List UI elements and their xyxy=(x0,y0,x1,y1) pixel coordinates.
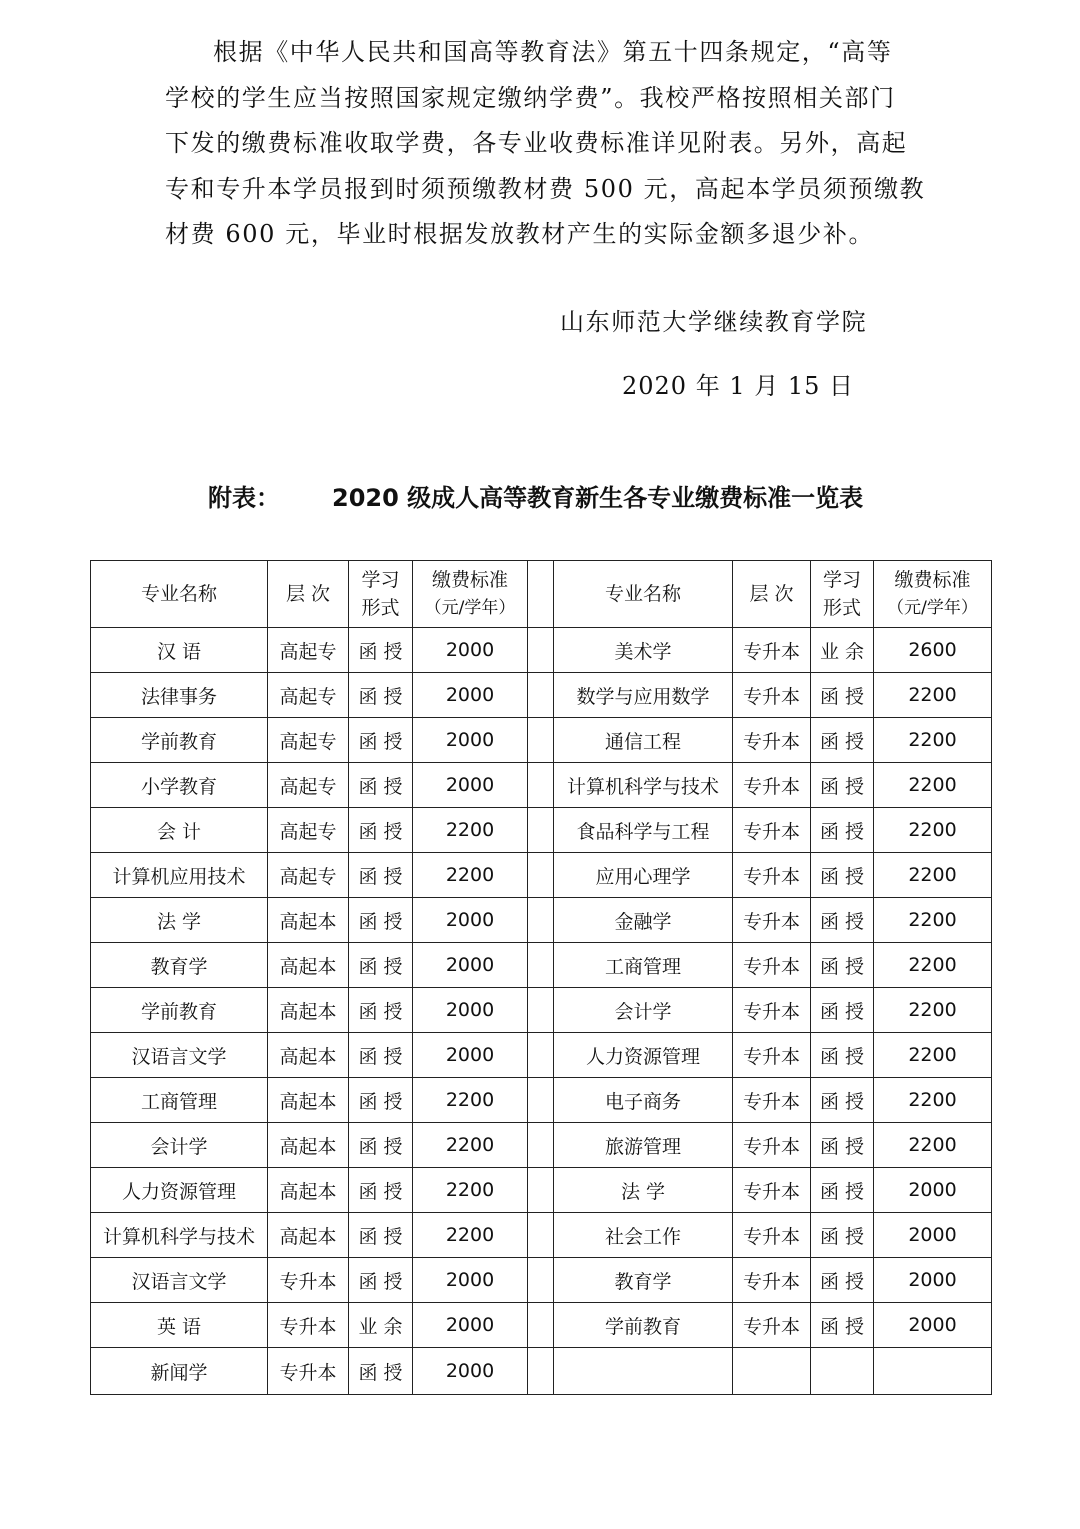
cell-mode: 函 授 xyxy=(811,673,874,718)
cell-mode: 函 授 xyxy=(349,1033,413,1078)
cell-major: 学前教育 xyxy=(91,988,268,1033)
table-row xyxy=(91,1303,992,1348)
cell-level: 专升本 xyxy=(733,718,811,763)
header-level: 层 次 xyxy=(733,561,811,628)
cell-major: 汉语言文学 xyxy=(91,1258,268,1303)
appendix-table-title: 2020 级成人高等教育新生各专业缴费标准一览表 xyxy=(332,484,864,512)
cell-mode: 函 授 xyxy=(349,628,413,673)
separator-cell xyxy=(528,808,554,853)
cell-mode: 函 授 xyxy=(811,1213,874,1258)
table-row xyxy=(91,853,992,898)
header-mode: 学习 形式 xyxy=(349,561,413,628)
cell-mode: 函 授 xyxy=(349,853,413,898)
cell-fee: 2200 xyxy=(413,1213,528,1258)
cell-major: 教育学 xyxy=(91,943,268,988)
cell-level: 专升本 xyxy=(733,628,811,673)
table-row xyxy=(91,943,992,988)
cell-level: 高起专 xyxy=(268,628,349,673)
cell-fee: 2000 xyxy=(413,763,528,808)
header-mode: 学习 形式 xyxy=(811,561,874,628)
cell-mode: 函 授 xyxy=(349,943,413,988)
cell-level: 专升本 xyxy=(733,898,811,943)
cell-mode: 函 授 xyxy=(811,1258,874,1303)
cell-fee: 2200 xyxy=(874,1078,992,1123)
cell-level: 专升本 xyxy=(733,1123,811,1168)
cell-major: 教育学 xyxy=(554,1258,733,1303)
cell-fee: 2000 xyxy=(874,1258,992,1303)
cell-major: 会 计 xyxy=(91,808,268,853)
paragraph-line: 材费 600 元，毕业时根据发放教材产生的实际金额多退少补。 xyxy=(165,220,875,248)
table-row xyxy=(91,1348,992,1395)
header-major: 专业名称 xyxy=(91,561,268,628)
cell-mode: 函 授 xyxy=(811,988,874,1033)
cell-major: 数学与应用数学 xyxy=(554,673,733,718)
cell-fee: 2000 xyxy=(874,1168,992,1213)
cell-major: 旅游管理 xyxy=(554,1123,733,1168)
separator-cell xyxy=(528,1258,554,1303)
header-fee: 缴费标准 （元/学年） xyxy=(874,561,992,628)
cell-mode: 函 授 xyxy=(349,1348,413,1395)
cell-mode: 函 授 xyxy=(349,673,413,718)
paragraph-line: 学校的学生应当按照国家规定缴纳学费”。我校严格按照相关部门 xyxy=(165,83,896,112)
cell-major: 新闻学 xyxy=(91,1348,268,1395)
fee-table xyxy=(90,560,992,1395)
cell-mode: 函 授 xyxy=(349,718,413,763)
cell-mode: 函 授 xyxy=(349,763,413,808)
cell-fee: 2200 xyxy=(413,808,528,853)
cell-fee: 2200 xyxy=(874,808,992,853)
header-level: 层 次 xyxy=(268,561,349,628)
cell-mode: 函 授 xyxy=(811,1303,874,1348)
cell-fee: 2000 xyxy=(413,1303,528,1348)
cell-major: 人力资源管理 xyxy=(554,1033,733,1078)
separator-cell xyxy=(528,1168,554,1213)
cell-level: 专升本 xyxy=(733,673,811,718)
cell-mode: 函 授 xyxy=(811,943,874,988)
separator-cell xyxy=(528,718,554,763)
cell-major: 社会工作 xyxy=(554,1213,733,1258)
cell-mode: 函 授 xyxy=(811,718,874,763)
table-row xyxy=(91,988,992,1033)
separator-cell xyxy=(528,898,554,943)
separator-cell xyxy=(528,628,554,673)
cell-major: 应用心理学 xyxy=(554,853,733,898)
cell-fee: 2200 xyxy=(874,1123,992,1168)
cell-major: 计算机科学与技术 xyxy=(554,763,733,808)
cell-level: 专升本 xyxy=(268,1303,349,1348)
cell-level: 专升本 xyxy=(733,763,811,808)
cell-major: 人力资源管理 xyxy=(91,1168,268,1213)
cell-major: 金融学 xyxy=(554,898,733,943)
cell-level: 高起专 xyxy=(268,763,349,808)
cell-level: 高起本 xyxy=(268,1033,349,1078)
cell-mode: 业 余 xyxy=(811,628,874,673)
cell-fee: 2000 xyxy=(413,718,528,763)
cell-major: 法律事务 xyxy=(91,673,268,718)
cell-fee: 2200 xyxy=(413,1078,528,1123)
table-row xyxy=(91,673,992,718)
header-fee: 缴费标准 （元/学年） xyxy=(413,561,528,628)
cell-mode: 函 授 xyxy=(349,1213,413,1258)
cell-level: 专升本 xyxy=(733,1078,811,1123)
cell-major: 工商管理 xyxy=(91,1078,268,1123)
cell-fee: 2600 xyxy=(874,628,992,673)
cell-major: 法 学 xyxy=(554,1168,733,1213)
cell-major: 学前教育 xyxy=(554,1303,733,1348)
separator-cell xyxy=(528,763,554,808)
cell-mode: 函 授 xyxy=(349,988,413,1033)
cell-mode: 函 授 xyxy=(811,898,874,943)
header-major: 专业名称 xyxy=(554,561,733,628)
cell-major: 通信工程 xyxy=(554,718,733,763)
cell-level: 高起本 xyxy=(268,1213,349,1258)
cell-mode: 函 授 xyxy=(349,1078,413,1123)
cell-fee: 2000 xyxy=(874,1303,992,1348)
cell-major: 会计学 xyxy=(91,1123,268,1168)
table-row xyxy=(91,808,992,853)
cell-fee: 2000 xyxy=(413,898,528,943)
cell-level: 高起本 xyxy=(268,1123,349,1168)
separator-cell xyxy=(528,1033,554,1078)
cell-level: 专升本 xyxy=(733,988,811,1033)
cell-level: 专升本 xyxy=(733,1033,811,1078)
cell-level: 高起本 xyxy=(268,1168,349,1213)
cell-major: 食品科学与工程 xyxy=(554,808,733,853)
table-row xyxy=(91,718,992,763)
separator-cell xyxy=(528,1303,554,1348)
cell-fee: 2200 xyxy=(874,988,992,1033)
separator-cell xyxy=(528,853,554,898)
cell-mode: 函 授 xyxy=(349,808,413,853)
table-row xyxy=(91,1033,992,1078)
cell-major: 美术学 xyxy=(554,628,733,673)
cell-fee: 2200 xyxy=(874,898,992,943)
separator-cell xyxy=(528,1078,554,1123)
cell-fee: 2200 xyxy=(874,853,992,898)
cell-mode: 函 授 xyxy=(811,1168,874,1213)
document-date: 2020 年 1 月 15 日 xyxy=(622,372,855,400)
cell-major: 汉 语 xyxy=(91,628,268,673)
separator-cell xyxy=(528,561,554,628)
cell-level: 专升本 xyxy=(733,1303,811,1348)
cell-mode: 函 授 xyxy=(349,898,413,943)
paragraph-line: 下发的缴费标准收取学费，各专业收费标准详见附表。另外，高起 xyxy=(165,129,908,157)
table-row xyxy=(91,898,992,943)
table-row xyxy=(91,1213,992,1258)
cell-level: 高起本 xyxy=(268,898,349,943)
cell-level: 专升本 xyxy=(733,853,811,898)
cell-mode xyxy=(811,1348,874,1395)
cell-fee: 2000 xyxy=(413,943,528,988)
separator-cell xyxy=(528,673,554,718)
cell-mode: 函 授 xyxy=(349,1168,413,1213)
cell-major: 工商管理 xyxy=(554,943,733,988)
cell-mode: 函 授 xyxy=(811,763,874,808)
cell-fee: 2000 xyxy=(413,988,528,1033)
cell-major: 法 学 xyxy=(91,898,268,943)
cell-level: 专升本 xyxy=(733,808,811,853)
table-row xyxy=(91,628,992,673)
cell-fee: 2200 xyxy=(874,1033,992,1078)
cell-level: 高起本 xyxy=(268,988,349,1033)
table-row xyxy=(91,1123,992,1168)
cell-fee: 2000 xyxy=(413,628,528,673)
appendix-label: 附表： xyxy=(208,484,280,512)
cell-level: 专升本 xyxy=(268,1258,349,1303)
cell-fee: 2000 xyxy=(413,1258,528,1303)
cell-level: 专升本 xyxy=(733,1213,811,1258)
cell-mode: 函 授 xyxy=(811,1033,874,1078)
cell-mode: 函 授 xyxy=(811,1123,874,1168)
cell-fee: 2200 xyxy=(413,853,528,898)
table-row xyxy=(91,1258,992,1303)
separator-cell xyxy=(528,1213,554,1258)
table-row xyxy=(91,1078,992,1123)
cell-level: 高起专 xyxy=(268,718,349,763)
cell-fee: 2200 xyxy=(874,673,992,718)
cell-level: 高起专 xyxy=(268,808,349,853)
cell-level: 专升本 xyxy=(733,1168,811,1213)
paragraph-line: 专和专升本学员报到时须预缴教材费 500 元，高起本学员须预缴教 xyxy=(165,174,926,203)
separator-cell xyxy=(528,988,554,1033)
cell-major: 电子商务 xyxy=(554,1078,733,1123)
cell-level: 高起专 xyxy=(268,853,349,898)
table-header-row xyxy=(91,561,992,628)
cell-fee xyxy=(874,1348,992,1395)
cell-major: 汉语言文学 xyxy=(91,1033,268,1078)
cell-fee: 2200 xyxy=(874,718,992,763)
cell-fee: 2200 xyxy=(874,943,992,988)
cell-major xyxy=(554,1348,733,1395)
cell-fee: 2000 xyxy=(413,1348,528,1395)
cell-major: 会计学 xyxy=(554,988,733,1033)
table-row xyxy=(91,1168,992,1213)
cell-level xyxy=(733,1348,811,1395)
paragraph-line: 根据《中华人民共和国高等教育法》第五十四条规定，“高等 xyxy=(213,38,893,66)
cell-level: 专升本 xyxy=(268,1348,349,1395)
separator-cell xyxy=(528,1348,554,1395)
cell-level: 专升本 xyxy=(733,1258,811,1303)
cell-major: 计算机科学与技术 xyxy=(91,1213,268,1258)
cell-mode: 函 授 xyxy=(349,1258,413,1303)
cell-level: 高起本 xyxy=(268,1078,349,1123)
separator-cell xyxy=(528,1123,554,1168)
cell-fee: 2000 xyxy=(413,1033,528,1078)
cell-fee: 2200 xyxy=(413,1168,528,1213)
table-row xyxy=(91,763,992,808)
cell-major: 计算机应用技术 xyxy=(91,853,268,898)
cell-mode: 函 授 xyxy=(811,1078,874,1123)
cell-major: 英 语 xyxy=(91,1303,268,1348)
cell-fee: 2000 xyxy=(413,673,528,718)
cell-fee: 2000 xyxy=(874,1213,992,1258)
cell-mode: 函 授 xyxy=(811,853,874,898)
cell-fee: 2200 xyxy=(413,1123,528,1168)
cell-level: 高起专 xyxy=(268,673,349,718)
cell-major: 小学教育 xyxy=(91,763,268,808)
cell-level: 专升本 xyxy=(733,943,811,988)
cell-fee: 2200 xyxy=(874,763,992,808)
separator-cell xyxy=(528,943,554,988)
intro-paragraph xyxy=(165,30,925,258)
cell-mode: 函 授 xyxy=(349,1123,413,1168)
cell-major: 学前教育 xyxy=(91,718,268,763)
cell-mode: 函 授 xyxy=(811,808,874,853)
cell-level: 高起本 xyxy=(268,943,349,988)
cell-mode: 业 余 xyxy=(349,1303,413,1348)
appendix-title xyxy=(208,478,863,513)
signature: 山东师范大学继续教育学院 xyxy=(560,308,868,336)
